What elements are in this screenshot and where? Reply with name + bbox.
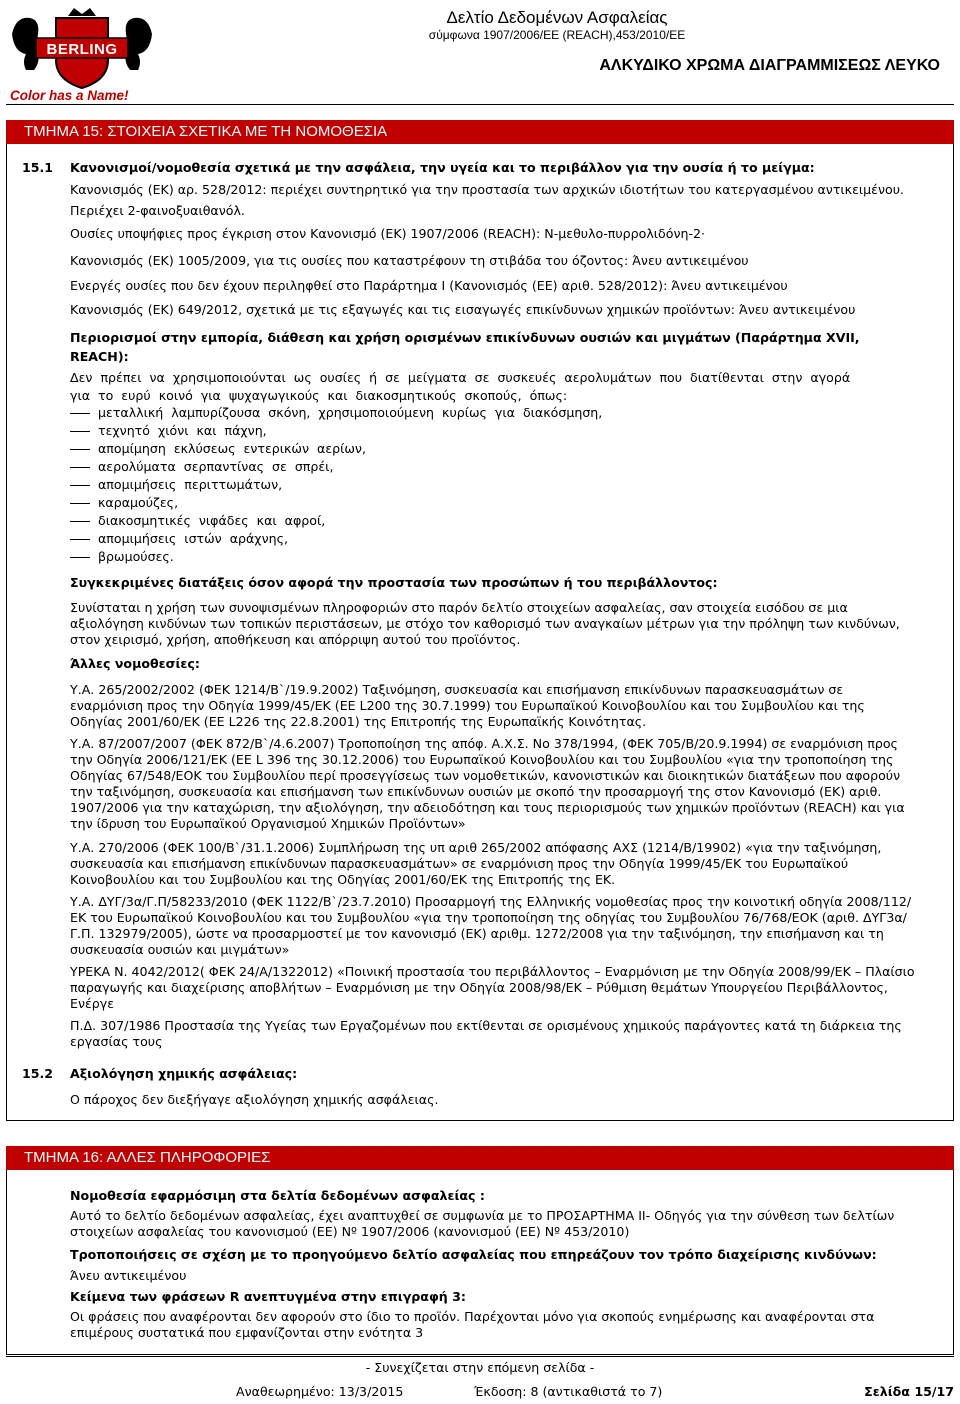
berling-logo xyxy=(6,4,158,108)
brand-name: BERLING xyxy=(46,41,118,58)
page-number: Σελίδα 15/17 xyxy=(864,1384,954,1399)
text-line: Ουσίες υποψήφιες προς έγκριση στον Κανονισμό (ΕΚ) 1907/2006 (REACH): Ν-μεθυλο-πυρρολιδόνη-2· xyxy=(70,226,706,241)
subsection-number: 15.2 xyxy=(22,1066,54,1081)
text-line: Ο πάροχος δεν διεξήγαγε αξιολόγηση χημικής ασφάλειας. xyxy=(70,1092,439,1107)
text-line: Ενεργές ουσίες που δεν έχουν περιληφθεί στο Παράρτημα Ι (Κανονισμός (ΕΕ) αριθ. 528/2012): Άνευ αντικειμένου xyxy=(70,278,788,293)
revision-date: Αναθεωρημένο: 13/3/2015 xyxy=(236,1384,404,1399)
list-item: τεχνητό χιόνι και πάχνη, xyxy=(98,423,267,438)
product-name: ΑΛΚΥΔΙΚΟ ΧΡΩΜΑ ΔΙΑΓΡΑΜΜΙΣΕΩΣ ΛΕΥΚΟ xyxy=(599,57,940,74)
section-16-header: ΤΜΗΜΑ 16: ΑΛΛΕΣ ΠΛΗΡΟΦΟΡΙΕΣ xyxy=(6,1146,954,1170)
law-paragraph: ΥΡΕΚΑ Ν. 4042/2012( ΦΕΚ 24/Α/1322012) «Ποινική προστασία του περιβάλλοντος – Εναρμόνιση με την Οδηγία 2008/99/ΕΚ – Πλαίσιο παραγωγής και διαχείρισης αποβλήτων – Εναρμόνιση με την Οδηγία 2008/98/ΕΚ – Ρύθμιση θεμάτων Υπουργείου Περιβάλλοντος, Ενέργε xyxy=(70,964,915,1011)
restrictions-title: Περιορισμοί στην εμπορία, διάθεση και χρήση ορισμένων επικίνδυνων ουσιών και μιγμάτων (Παράρτημα XVII, xyxy=(70,330,860,345)
sds-law-text: Αυτό το δελτίο δεδομένων ασφαλείας, έχει αναπτυχθεί σε συμφωνία με το ΠΡΟΣΑΡΤΗΜΑ ΙΙ- Οδηγός για την σύνθεση των δελτίων στοιχείων ασφαλείας του κανονισμού (ΕΕ) Nº 1907/2006 (κανονισμού (ΕΕ) Nº 453/2010) xyxy=(70,1208,895,1239)
edition-info: Έκδοση: 8 (αντικαθιστά το 7) xyxy=(474,1384,663,1399)
list-item: απομιμήσεις περιττωμάτων, xyxy=(98,477,283,492)
modifications-title: Τροποποιήσεις σε σχέση με το προηγούμενο δελτίο ασφαλείας που επηρεάζουν τον τρόπο διαχείρισης κινδύνων: xyxy=(70,1247,877,1262)
subsection-title: Αξιολόγηση χημικής ασφάλειας: xyxy=(70,1066,298,1081)
list-item: μεταλλική λαμπυρίζουσα σκόνη, χρησιμοποιούμενη κυρίως για διακόσμηση, xyxy=(98,405,603,420)
text-line: Κανονισμός (ΕΚ) 649/2012, σχετικά με τις εξαγωγές και τις εισαγωγές επικίνδυνων χημικών προϊόντων: Άνευ αντικειμένου xyxy=(70,302,856,317)
document-subtitle: σύμφωνα 1907/2006/ΕΕ (REACH),453/2010/ΕΕ xyxy=(428,28,686,42)
specific-provisions-text: Συνίσταται η χρήση των συνοψισμένων πληροφοριών στο παρόν δελτίο στοιχείων ασφαλείας, σαν στοιχεία εισόδου σε μια αξιολόγηση κινδύνων των τοπικών περιστάσεων, με στόχο τον καθορισμό των αναγκαίων μέτρων για την πρόληψη των κινδύνων, στον χειρισμό, χρήση, αποθήκευση και απόρριψη αυτού του προϊόντος. xyxy=(70,600,900,647)
law-paragraph: Υ.Α. ΔΥΓ/3α/Γ.Π/58233/2010 (ΦΕΚ 1122/Β`/23.7.2010) Προσαρμογή της Ελληνικής νομοθεσίας προς την κοινοτική οδηγία 2008/112/ΕΚ του Ευρωπαϊκού Κοινοβουλίου και του Συμβουλίου «για την τροποποίηση της οδηγίας του Συμβουλίου 76/768/ΕΟΚ (αριθ. ΔΥΓ3α/Γ.Π. 132979/2005), ώστε να προσαρμοστεί με τον κανονισμό (ΕΚ) αριθμ. 1272/2008 για την ταξινόμηση, την επισήμανση και τη συσκευασία ουσιών και μιγμάτων» xyxy=(70,894,912,957)
text-line: Κανονισμός (ΕΚ) αρ. 528/2012: περιέχει συντηρητικό για την προστασία των αρχικών ιδιοτήτων του κατεργασμένου αντικειμένου. xyxy=(70,182,905,197)
list-dash xyxy=(70,521,90,522)
list-item: καραμούζες, xyxy=(98,495,179,510)
r-phrases-title: Κείμενα των φράσεων R ανεπτυγμένα στην επιγραφή 3: xyxy=(70,1289,466,1304)
brand-slogan: Color has a Name! xyxy=(10,88,129,103)
law-paragraph: Π.Δ. 307/1986 Προστασία της Υγείας των Εργαζομένων που εκτίθενται σε ορισμένους χημικούς παράγοντες κατά τη διάρκεια της εργασίας τους xyxy=(70,1018,902,1049)
law-paragraph: Υ.Α. 265/2002/2002 (ΦΕΚ 1214/Β`/19.9.2002) Ταξινόμηση, συσκευασία και επισήμανση επικίνδυνων παρασκευασμάτων σε εναρμόνιση προς την Οδηγία 1999/45/ΕΚ (ΕΕ L200 της 30.7.1999) του Ευρωπαϊκού Κοινοβουλίου και του Συμβουλίου και της Οδηγίας 2001/60/ΕΚ (ΕΕ L226 της 22.8.2001) της Επιτροπής της Ευρωπαϊκής Κοινότητας. xyxy=(70,682,865,729)
footer-divider xyxy=(6,1356,954,1357)
other-laws-title: Άλλες νομοθεσίες: xyxy=(70,656,200,671)
list-dash xyxy=(70,503,90,504)
list-dash xyxy=(70,449,90,450)
list-item: απομίμηση εκλύσεως εντερικών αερίων, xyxy=(98,441,366,456)
subsection-number: 15.1 xyxy=(22,160,54,175)
modifications-text: Άνευ αντικειμένου xyxy=(70,1268,187,1283)
list-item: απομιμήσεις ιστών αράχνης, xyxy=(98,531,288,546)
list-item: βρωμούσες. xyxy=(98,549,174,564)
list-dash xyxy=(70,467,90,468)
text-line: Δεν πρέπει να χρησιμοποιούνται ως ουσίες ή σε μείγματα σε συσκευές αερολυμάτων που διατίθενται στην αγορά xyxy=(70,370,851,385)
continued-note: - Συνεχίζεται στην επόμενη σελίδα - xyxy=(365,1360,595,1375)
list-dash xyxy=(70,485,90,486)
r-phrases-text: Οι φράσεις που αναφέρονται δεν αφορούν στο ίδιο το προϊόν. Παρέχονται μόνο για σκοπούς ενημέρωσης και αναφέρονται στα επιμέρους συστατικά που εμφανίζονται στην ενότητα 3 xyxy=(70,1309,875,1340)
law-paragraph: Υ.Α. 87/2007/2007 (ΦΕΚ 872/Β`/4.6.2007) Τροποποίηση της απόφ. Α.Χ.Σ. Νο 378/1994, (ΦΕΚ 705/Β/20.9.1994) σε εναρμόνιση προς την Οδηγία 2006/121/ΕΚ (ΕΕ L 396 της 30.12.2006) του Ευρωπαϊκού Κοινοβουλίου και του Συμβουλίου «για την τροποποίηση της Οδηγίας 67/548/ΕΟΚ του Συμβουλίου περί προσεγγίσεως των νομοθετικών, κανονιστικών και διοικητικών διατάξεων που αφορούν την ταξινόμηση, συσκευασία και επισήμανση των επικίνδυνων ουσιών με σκοπό την προσαρμογή της στον Κανονισμό (ΕΚ) αριθ. 1907/2006 για την καταχώριση, την αξιολόγηση, την αδειοδότηση και τους περιορισμούς των χημικών προϊόντων (REACH) και για την ίδρυση του Ευρωπαϊκού Οργανισμού Χημικών Προϊόντων» xyxy=(70,736,905,831)
text-line: Κανονισμός (ΕΚ) 1005/2009, για τις ουσίες που καταστρέφουν τη στιβάδα του όζοντος: Άνευ αντικειμένου xyxy=(70,253,749,268)
subsection-title: Κανονισμοί/νομοθεσία σχετικά με την ασφάλεια, την υγεία και το περιβάλλον για την ουσία ή το μείγμα: xyxy=(70,160,815,175)
header-divider xyxy=(6,104,954,105)
sds-law-title: Νομοθεσία εφαρμόσιμη στα δελτία δεδομένων ασφαλείας : xyxy=(70,1188,485,1203)
section-15-header: ΤΜΗΜΑ 15: ΣΤΟΙΧΕΙΑ ΣΧΕΤΙΚΑ ΜΕ ΤΗ ΝΟΜΟΘΕΣΙΑ xyxy=(6,120,954,144)
text-line: για το ευρύ κοινό για ψυχαγωγικούς και διακοσμητικούς σκοπούς, όπως: xyxy=(70,388,568,403)
list-dash xyxy=(70,431,90,432)
list-dash xyxy=(70,539,90,540)
list-dash xyxy=(70,413,90,414)
law-paragraph: Υ.Α. 270/2006 (ΦΕΚ 100/Β`/31.1.2006) Συμπλήρωση της υπ αριθ 265/2002 απόφασης ΑΧΣ (1214/Β/19902) «για την ταξινόμηση, συσκευασία και επισήμανση επικίνδυνων παρασκευασμάτων» σε εναρμόνιση προς την Οδηγία 1999/45/ΕΚ του Ευρωπαϊκού Κοινοβουλίου και του Συμβουλίου και της Οδηγίας 2001/60/ΕΚ της Επιτροπής της ΕΚ. xyxy=(70,840,882,887)
list-dash xyxy=(70,557,90,558)
list-item: αερολύματα σερπαντίνας σε σπρέι, xyxy=(98,459,334,474)
text-line: Περιέχει 2-φαινοξυαιθανόλ. xyxy=(70,203,245,218)
document-title: Δελτίο Δεδομένων Ασφαλείας xyxy=(446,8,668,27)
list-item: διακοσμητικές νιφάδες και αφροί, xyxy=(98,513,326,528)
restrictions-title-cont: REACH): xyxy=(70,349,129,364)
specific-provisions-title: Συγκεκριμένες διατάξεις όσον αφορά την προστασία των προσώπων ή του περιβάλλοντος: xyxy=(70,575,718,590)
